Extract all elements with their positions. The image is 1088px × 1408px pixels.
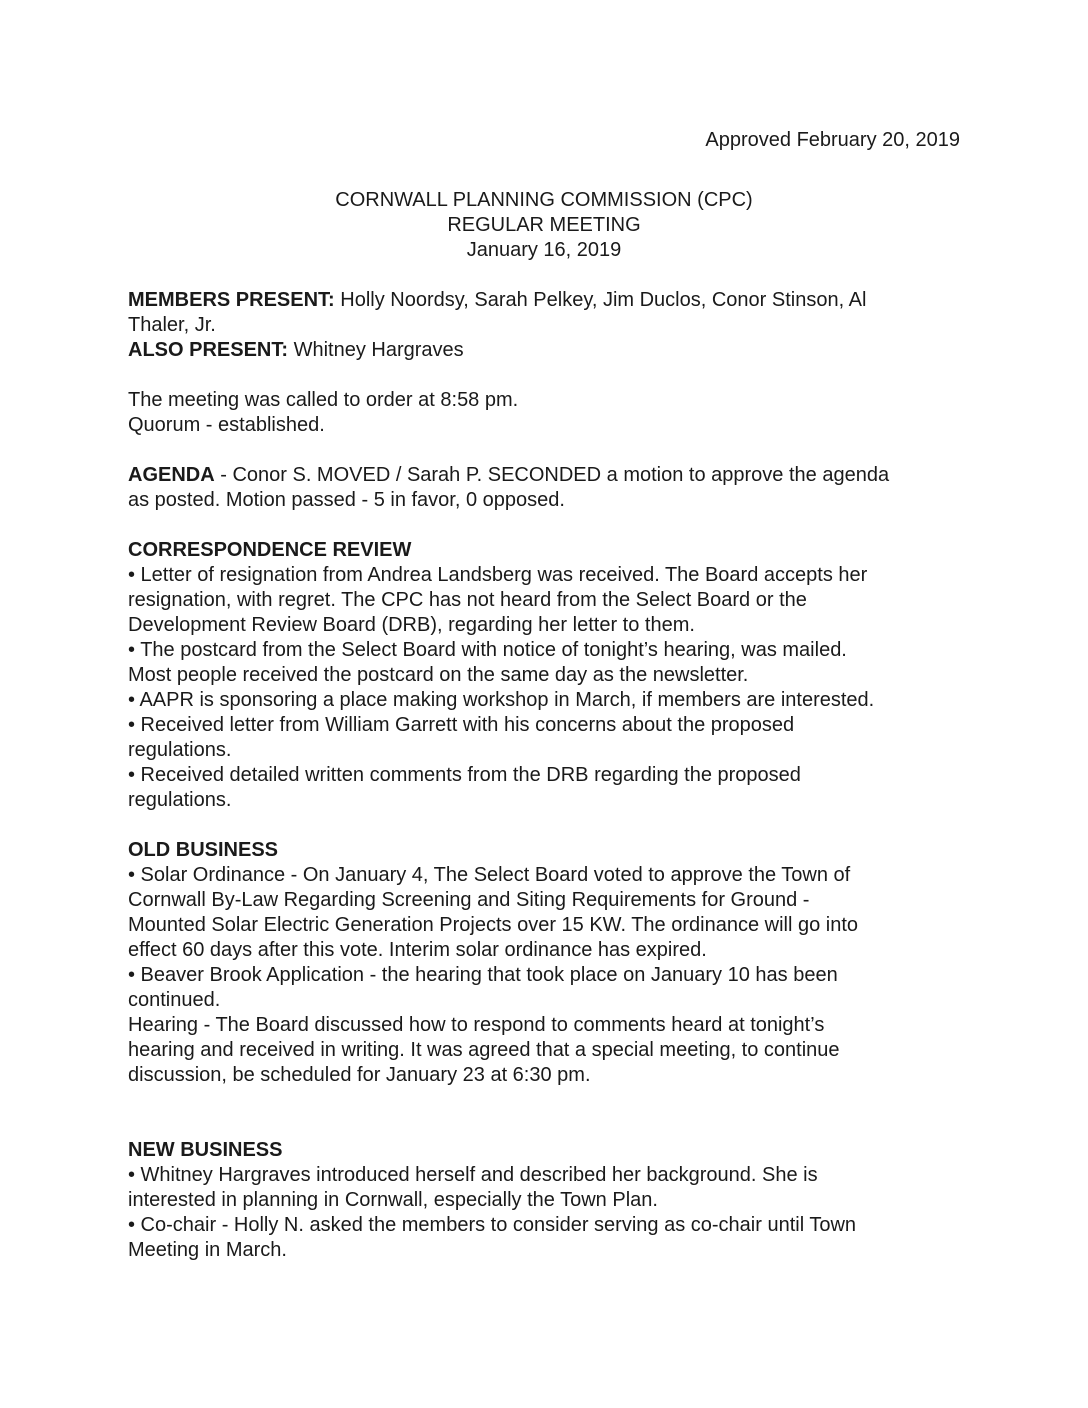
- meeting-date: January 16, 2019: [466, 239, 622, 261]
- old-business-heading: OLD BUSINESS: [128, 839, 279, 861]
- correspondence-line: • Received letter from William Garrett with his concerns about the proposed: [128, 714, 795, 736]
- new-business-line: • Co-chair - Holly N. asked the members to consider serving as co-chair until Town: [128, 1214, 857, 1236]
- old-business-line: • Solar Ordinance - On January 4, The Select Board voted to approve the Town of: [128, 864, 851, 886]
- correspondence-line: Most people received the postcard on the same day as the newsletter.: [128, 664, 749, 686]
- agenda-motion-continued: as posted. Motion passed - 5 in favor, 0 opposed.: [128, 489, 565, 511]
- members-present: [128, 288, 960, 313]
- correspondence-line: regulations.: [128, 789, 232, 811]
- members-present-label: MEMBERS PRESENT:: [128, 289, 335, 311]
- commission-title: CORNWALL PLANNING COMMISSION (CPC): [335, 189, 753, 211]
- correspondence-line: regulations.: [128, 739, 232, 761]
- agenda-motion: [128, 463, 960, 488]
- call-to-order: The meeting was called to order at 8:58 pm.: [128, 389, 519, 411]
- old-business-line: discussion, be scheduled for January 23 at 6:30 pm.: [128, 1064, 591, 1086]
- correspondence-heading: CORRESPONDENCE REVIEW: [128, 539, 412, 561]
- old-business-line: Cornwall By-Law Regarding Screening and Siting Requirements for Ground -: [128, 889, 810, 911]
- members-present-continued: Thaler, Jr.: [128, 314, 216, 336]
- old-business-line: • Beaver Brook Application - the hearing that took place on January 10 has been: [128, 964, 838, 986]
- correspondence-line: • Received detailed written comments from the DRB regarding the proposed: [128, 764, 801, 786]
- correspondence-line: resignation, with regret. The CPC has not heard from the Select Board or the: [128, 589, 807, 611]
- correspondence-line: • AAPR is sponsoring a place making workshop in March, if members are interested.: [128, 689, 875, 711]
- correspondence-line: • Letter of resignation from Andrea Landsberg was received. The Board accepts her: [128, 564, 868, 586]
- meeting-type: REGULAR MEETING: [447, 214, 641, 236]
- old-business-line: continued.: [128, 989, 221, 1011]
- also-present-list: Whitney Hargraves: [288, 339, 464, 361]
- minutes-body: [128, 288, 960, 1263]
- correspondence-line: Development Review Board (DRB), regarding her letter to them.: [128, 614, 695, 636]
- old-business-line: Hearing - The Board discussed how to respond to comments heard at tonight’s: [128, 1014, 825, 1036]
- correspondence-line: • The postcard from the Select Board with notice of tonight’s hearing, was mailed.: [128, 639, 847, 661]
- new-business-line: interested in planning in Cornwall, especially the Town Plan.: [128, 1189, 658, 1211]
- new-business-line: Meeting in March.: [128, 1239, 287, 1261]
- old-business-line: hearing and received in writing. It was agreed that a special meeting, to continue: [128, 1039, 840, 1061]
- old-business-line: effect 60 days after this vote. Interim solar ordinance has expired.: [128, 939, 707, 961]
- old-business-line: Mounted Solar Electric Generation Projects over 15 KW. The ordinance will go into: [128, 914, 858, 936]
- quorum-status: Quorum - established.: [128, 414, 325, 436]
- also-present: [128, 338, 960, 363]
- agenda-label: AGENDA: [128, 464, 215, 486]
- new-business-line: • Whitney Hargraves introduced herself and described her background. She is: [128, 1164, 818, 1186]
- new-business-heading: NEW BUSINESS: [128, 1139, 283, 1161]
- approval-date: Approved February 20, 2019: [705, 129, 960, 151]
- members-present-list: Holly Noordsy, Sarah Pelkey, Jim Duclos, Conor Stinson, Al: [334, 289, 867, 311]
- agenda-text: - Conor S. MOVED / Sarah P. SECONDED a motion to approve the agenda: [214, 464, 890, 486]
- document-header: [0, 188, 1088, 263]
- also-present-label: ALSO PRESENT:: [128, 339, 289, 361]
